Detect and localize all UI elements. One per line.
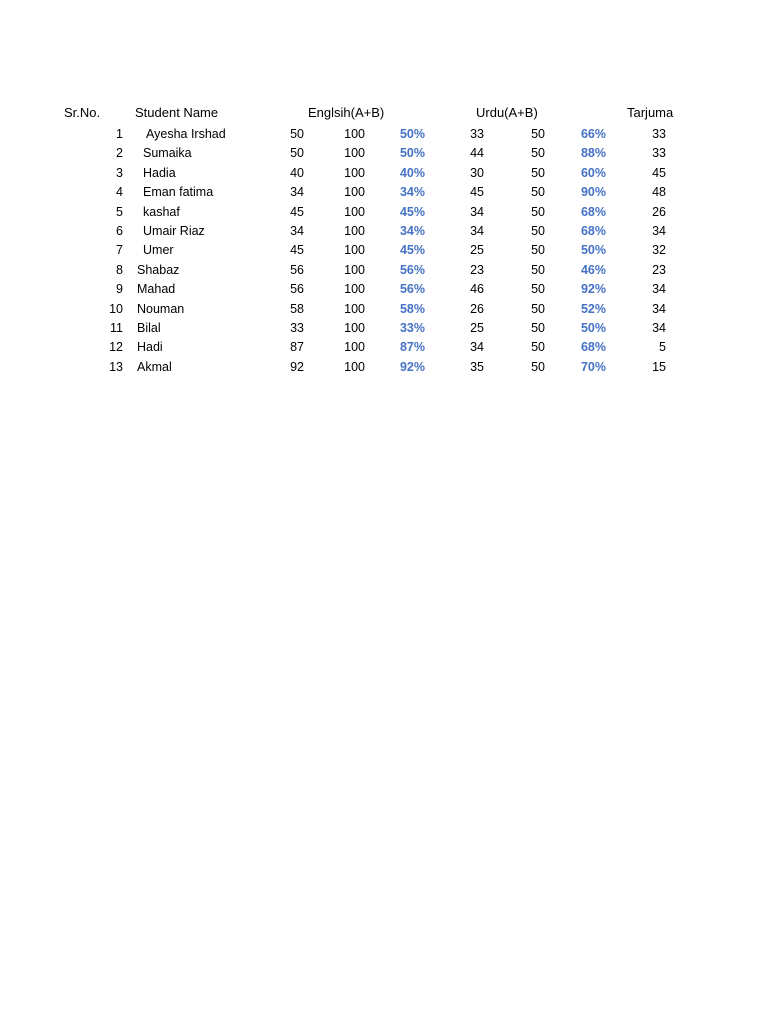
cell-english-obtained: 45 <box>290 204 304 219</box>
cell-sr-no: 3 <box>116 165 123 180</box>
cell-student-name: Umair Riaz <box>143 224 205 238</box>
cell-student-name: Mahad <box>137 282 176 297</box>
cell-english-percent: 92% <box>399 359 425 374</box>
cell-urdu-total: 50 <box>531 224 545 238</box>
cell-student-name: Sumaika <box>143 146 192 161</box>
cell-tarjuma-obtained: 34 <box>652 301 666 316</box>
cell-sr-no: 4 <box>116 185 123 200</box>
header-urdu: Urdu(A+B) <box>476 105 538 120</box>
cell-english-obtained: 50 <box>290 127 304 141</box>
cell-english-percent: 50% <box>399 146 425 161</box>
cell-urdu-obtained: 30 <box>470 165 484 180</box>
cell-english-percent: 34% <box>399 185 425 200</box>
cell-sr-no: 5 <box>116 204 123 219</box>
cell-sr-no: 2 <box>116 146 123 161</box>
cell-english-total: 100 <box>344 165 365 180</box>
cell-english-percent: 87% <box>399 340 425 355</box>
cell-english-total: 100 <box>344 146 365 161</box>
cell-urdu-percent: 70% <box>580 359 606 374</box>
cell-sr-no: 11 <box>110 321 123 335</box>
cell-english-obtained: 50 <box>290 146 304 161</box>
cell-urdu-percent: 46% <box>580 262 606 277</box>
cell-urdu-obtained: 34 <box>470 204 484 219</box>
table-row <box>0 241 768 260</box>
cell-sr-no: 10 <box>109 301 123 316</box>
cell-urdu-obtained: 34 <box>470 340 484 355</box>
table-row <box>0 358 768 377</box>
cell-english-obtained: 34 <box>290 224 304 238</box>
cell-sr-no: 8 <box>116 262 123 277</box>
cell-english-total: 100 <box>344 301 365 316</box>
cell-student-name: Shabaz <box>137 262 180 277</box>
cell-urdu-percent: 68% <box>580 340 606 355</box>
cell-tarjuma-obtained: 5 <box>659 340 666 355</box>
cell-english-obtained: 34 <box>290 185 304 200</box>
table-row <box>0 280 768 299</box>
header-tarjuma-clip <box>627 104 674 122</box>
cell-urdu-percent: 50% <box>580 321 606 335</box>
cell-urdu-total: 50 <box>531 146 545 161</box>
cell-tarjuma-obtained: 23 <box>652 262 666 277</box>
cell-english-total: 100 <box>344 204 365 219</box>
header-english: Englsih(A+B) <box>308 105 385 120</box>
cell-student-name: Bilal <box>137 321 161 335</box>
cell-tarjuma-obtained: 45 <box>652 165 666 180</box>
cell-tarjuma-obtained: 32 <box>652 243 666 258</box>
cell-urdu-obtained: 34 <box>470 224 484 238</box>
cell-urdu-total: 50 <box>531 340 545 355</box>
cell-english-percent: 45% <box>399 243 425 258</box>
cell-english-total: 100 <box>344 340 365 355</box>
cell-english-percent: 34% <box>399 224 425 238</box>
cell-urdu-obtained: 23 <box>470 262 484 277</box>
cell-english-percent: 56% <box>399 282 425 297</box>
table-row <box>0 203 768 222</box>
cell-sr-no: 13 <box>109 359 123 374</box>
cell-sr-no: 12 <box>109 340 123 355</box>
cell-english-percent: 45% <box>399 204 425 219</box>
cell-tarjuma-obtained: 33 <box>652 127 666 141</box>
cell-urdu-obtained: 25 <box>470 243 484 258</box>
cell-urdu-percent: 90% <box>580 185 606 200</box>
cell-urdu-total: 50 <box>531 185 545 200</box>
cell-english-obtained: 87 <box>290 340 304 355</box>
table-row <box>0 125 768 144</box>
cell-urdu-percent: 68% <box>580 204 606 219</box>
cell-urdu-percent: 60% <box>580 165 606 180</box>
cell-urdu-percent: 66% <box>580 127 606 141</box>
cell-urdu-total: 50 <box>531 165 545 180</box>
cell-english-percent: 50% <box>399 127 425 141</box>
cell-tarjuma-obtained: 34 <box>652 224 666 238</box>
cell-urdu-obtained: 44 <box>470 146 484 161</box>
cell-urdu-obtained: 45 <box>470 185 484 200</box>
cell-student-name: Hadi <box>137 340 163 355</box>
cell-urdu-obtained: 26 <box>470 301 484 316</box>
table-row <box>0 300 768 319</box>
cell-english-total: 100 <box>344 185 365 200</box>
cell-english-obtained: 40 <box>290 165 304 180</box>
table-row <box>0 338 768 357</box>
table-row <box>0 319 768 338</box>
cell-tarjuma-obtained: 15 <box>652 359 666 374</box>
table-row <box>0 164 768 183</box>
cell-english-percent: 33% <box>399 321 425 335</box>
cell-urdu-total: 50 <box>531 282 545 297</box>
cell-urdu-total: 50 <box>531 243 545 258</box>
cell-student-name: kashaf <box>143 204 180 219</box>
cell-english-percent: 40% <box>399 165 425 180</box>
cell-english-obtained: 45 <box>290 243 304 258</box>
cell-tarjuma-obtained: 34 <box>652 321 666 335</box>
cell-english-obtained: 56 <box>290 262 304 277</box>
cell-sr-no: 1 <box>116 127 123 141</box>
cell-urdu-obtained: 46 <box>470 282 484 297</box>
cell-english-total: 100 <box>344 359 365 374</box>
cell-english-obtained: 58 <box>290 301 304 316</box>
cell-urdu-total: 50 <box>531 301 545 316</box>
cell-sr-no: 6 <box>116 224 123 238</box>
cell-english-percent: 58% <box>399 301 425 316</box>
header-student-name: Student Name <box>135 105 219 120</box>
cell-english-obtained: 56 <box>290 282 304 297</box>
cell-english-total: 100 <box>344 321 365 335</box>
header-tarjuma: Tarjuma <box>627 105 674 120</box>
cell-tarjuma-obtained: 34 <box>652 282 666 297</box>
cell-sr-no: 9 <box>116 282 123 297</box>
cell-urdu-total: 50 <box>531 359 545 374</box>
table-row <box>0 144 768 163</box>
cell-urdu-obtained: 33 <box>470 127 484 141</box>
cell-student-name: Umer <box>143 243 174 258</box>
cell-urdu-percent: 68% <box>580 224 606 238</box>
cell-english-obtained: 33 <box>290 321 304 335</box>
cell-english-total: 100 <box>344 282 365 297</box>
table-row <box>0 183 768 202</box>
cell-urdu-total: 50 <box>531 204 545 219</box>
table-row <box>0 222 768 241</box>
cell-tarjuma-obtained: 33 <box>652 146 666 161</box>
cell-student-name: Hadia <box>143 165 176 180</box>
cell-urdu-total: 50 <box>531 127 545 141</box>
table-row <box>0 261 768 280</box>
cell-urdu-percent: 88% <box>580 146 606 161</box>
cell-student-name: Nouman <box>137 301 185 316</box>
cell-english-total: 100 <box>344 224 365 238</box>
cell-urdu-obtained: 35 <box>470 359 484 374</box>
cell-english-total: 100 <box>344 243 365 258</box>
cell-urdu-total: 50 <box>531 262 545 277</box>
cell-student-name: Akmal <box>137 359 172 374</box>
cell-english-total: 100 <box>344 262 365 277</box>
cell-urdu-percent: 50% <box>580 243 606 258</box>
cell-english-obtained: 92 <box>290 359 304 374</box>
cell-tarjuma-obtained: 26 <box>652 204 666 219</box>
cell-urdu-percent: 92% <box>580 282 606 297</box>
header-sr-no: Sr.No. <box>64 105 101 120</box>
cell-english-percent: 56% <box>399 262 425 277</box>
cell-student-name: Eman fatima <box>143 185 214 200</box>
cell-urdu-obtained: 25 <box>470 321 484 335</box>
cell-tarjuma-obtained: 48 <box>652 185 666 200</box>
cell-english-total: 100 <box>344 127 365 141</box>
cell-sr-no: 7 <box>116 243 123 258</box>
cell-urdu-percent: 52% <box>580 301 606 316</box>
cell-student-name: Ayesha Irshad <box>146 127 226 141</box>
cell-urdu-total: 50 <box>531 321 545 335</box>
